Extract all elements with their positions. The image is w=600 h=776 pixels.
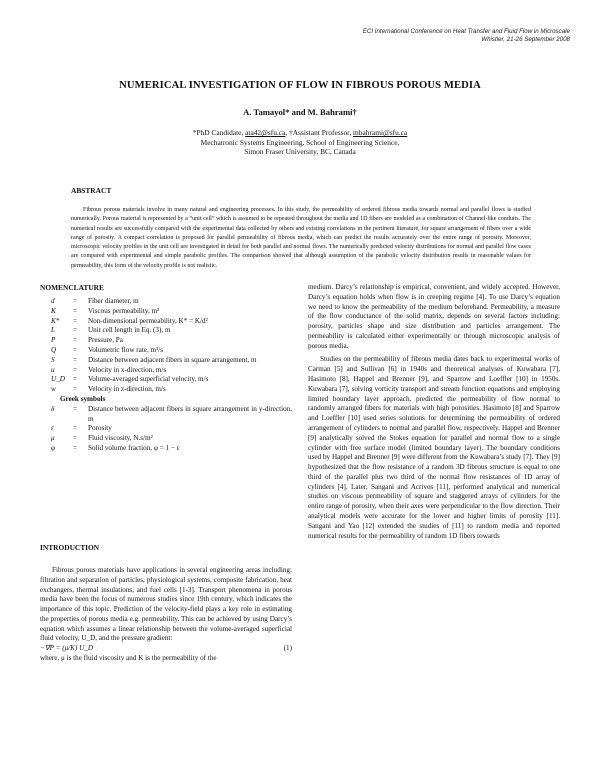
authors: A. Tamayol* and M. Bahrami† [243, 107, 357, 117]
equals-sign: = [73, 434, 78, 443]
greek-symbols-list [40, 405, 292, 454]
definition: Velocity in z-direction, m/s [88, 385, 166, 394]
symbol: U_D [51, 375, 65, 384]
right-paragraph-1: medium. Darcy’s relationship is empirical, convenient, and widely accepted. However, Darcy’s equation holds when flow is in creeping regime [4]. To use Darcy’s equation we need to know the permeability of the medium beforehand. Permeability, a measure of the flow conductance of the solid matrix, depends on several factors including: porosity, particles shape and size distribution and particles arrangement. The permeability is calculated either experimentally or through microscopic analysis of porous media. [308, 283, 560, 350]
definition: Unit cell length in Eq. (3), m [88, 326, 171, 335]
definition: Solid volume fraction, φ = 1 − ε [88, 443, 180, 452]
symbol: w [51, 385, 56, 394]
email-link-2[interactable]: mbahrami@sfu.ca [353, 128, 408, 137]
abstract-text: Fibrous porous materials involve in many natural and engineering processes. In this study, the permeability of ordered fibrous media towards normal and parallel flows is studied numerically. Porous material is represented by a “unit cell” which is assumed to be repeated throughout the media and 1D fibers are modeled as a combination of Channel-like conduits. The numerical results are successfully compared with the experimental data collected by others and existing correlations in the pertinent literature, for square arrangement of fibers over a wide range of porosity. A compact correlation is proposed for parallel permeability of fibrous media, which can predict the results accurately over the entire range of porosity. Moreover, microscopic velocity profiles in the unit cell are investigated in detail for both parallel and normal flows. The numerically predicted velocity distributions for normal and parallel flow cases are compared with experimental and simple parabolic profiles. The comparison showed that although assumption of the parabolic velocity distribution results in reasonable values for permeability, this form of the velocity profile is not realistic. [71, 207, 531, 269]
definition: Viscous permeability, m² [88, 306, 160, 315]
equals-sign: = [73, 375, 78, 384]
running-header [363, 28, 570, 44]
symbol: δ [51, 404, 55, 413]
equals-sign: = [73, 443, 78, 452]
definition: Porosity [88, 424, 112, 433]
nomenclature-row [40, 326, 292, 336]
conference-location-date: Whistler, 21-26 September 2008 [481, 36, 570, 43]
conference-name: ECI International Conference on Heat Transfer and Fluid Flow in Microscale [362, 28, 570, 35]
equals-sign: = [73, 316, 78, 325]
symbol: μ [51, 434, 55, 443]
symbol: ε [51, 424, 54, 433]
symbol: φ [51, 443, 55, 452]
equals-sign: = [73, 306, 78, 315]
nomenclature-row [40, 317, 292, 327]
definition: Distance between adjacent fibers in square arrangement in y-direction, m [88, 404, 292, 423]
intro-paragraph-2: where, μ is the fluid viscosity and K is the permeability of the [40, 653, 217, 662]
equals-sign: = [73, 336, 78, 345]
equals-sign: = [73, 326, 78, 335]
nomenclature-row [40, 307, 292, 317]
nomenclature-row [40, 424, 292, 434]
equation-body: −∇P = (μ/K) U_D [40, 644, 93, 652]
nomenclature-row [40, 444, 292, 454]
equals-sign: = [73, 355, 78, 364]
definition: Volume-averaged superficial velocity, m/s [88, 375, 209, 384]
equals-sign: = [73, 424, 78, 433]
equation-number: (1) [283, 644, 292, 652]
nomenclature-row [40, 434, 292, 444]
nomenclature-row [40, 405, 292, 425]
definition: Distance between adjacent fibers in square arrangement, m [88, 355, 257, 364]
nomenclature-row [40, 385, 292, 395]
nomenclature-row [40, 336, 292, 346]
symbol: u [51, 365, 55, 374]
symbol: d [51, 297, 55, 305]
symbol: Q [51, 345, 57, 354]
paper-title: NUMERICAL INVESTIGATION OF FLOW IN FIBROUS POROUS MEDIA [119, 80, 481, 91]
definition: Velocity in x-direction, m/s [88, 365, 167, 374]
affiliation-line-2: Mechatronic Systems Engineering, School of Engineering Science, [200, 137, 400, 147]
equals-sign: = [73, 297, 78, 305]
symbol: K* [51, 316, 60, 325]
nomenclature-section [40, 283, 292, 454]
nomenclature-row [40, 366, 292, 376]
symbol: L [51, 326, 55, 335]
nomenclature-row [40, 297, 292, 307]
introduction-left-column [40, 566, 292, 664]
equals-sign: = [73, 404, 78, 413]
equation-1 [40, 644, 292, 654]
symbol: K [51, 306, 56, 315]
definition: Fluid viscosity, N.s/m² [88, 434, 153, 443]
right-column [308, 283, 560, 541]
equals-sign: = [73, 365, 78, 374]
equals-sign: = [73, 345, 78, 354]
email-link-1[interactable]: ata42@sfu.ca [245, 128, 286, 137]
nomenclature-row [40, 346, 292, 356]
nomenclature-row [40, 375, 292, 385]
right-paragraph-2: Studies on the permeability of fibrous media dates back to experimental works of Carman [5] and Sullivan [6] in 1940s and theoretical analyses of Kuwabara [7], Hasimoto [8], Happel and Brenner [9], and Sparrow and Loeffler [10] in 1950s. Kuwabara [7], solving vorticity transport and stream function equations and employing limited boundary layer approach, predicted the permeability of flow normal to randomly arranged fibers for materials with high porosities. Hasimoto [8] and Sparrow and Loeffler [10] used series solutions for determining the permeability of ordered arrangement of cylinders to normal and parallel flow, respectively. Happel and Brenner [9] analytically solved the Stokes equation for parallel and normal flow to a single cylinder with free surface model (limited boundary layer). The boundary conditions used by Happel and Brenner [9] were different from the Kuwabara’s study [7]. They [9] hypothesized that the flow resistance of a random 3D fibrous structure is equal to one third of the parallel plus two third of the normal flow resistances of 1D array of cylinders [4]. Later, Sangani and Acrivos [11], performed analytical and numerical studies on viscous permeability of square and staggered arrays of cylinders for the entire range of porosity, when their axes were perpendicular to the flow direction. Their analytical models were accurate for the lower and higher limits of porosity [11]. Sangani and Yao [12] extended the studies of [11] to random media and reported numerical results for the permeability of random 1D fibers towards [308, 355, 560, 540]
greek-symbols-heading: Greek symbols [60, 394, 106, 403]
symbol: S [51, 355, 55, 364]
abstract-heading: ABSTRACT [71, 186, 112, 195]
affiliation [0, 128, 600, 157]
nomenclature-list [40, 297, 292, 395]
symbol: P [51, 336, 56, 345]
definition: Fiber diameter, m [88, 297, 139, 305]
nomenclature-row [40, 356, 292, 366]
definition: Volumetric flow rate, m³/s [88, 345, 163, 354]
nomenclature-heading: NOMENCLATURE [40, 283, 104, 292]
intro-paragraph-1: Fibrous porous materials have applications in several engineering areas including: filtration and separation of particles, physiological systems, composite fabrication, heat exchangers, thermal insulations, and fuel cells [1-3]. Transport phenomena in porous media have been the focus of numerous studies since 19th century, which indicates the importance of this topic. Prediction of the velocity-field plays a key role in estimating the properties of porous media e.g. permeability. This can be achieved by using Darcy’s equation which assumes a linear relationship between the volume-averaged superficial fluid velocity, U_D, and the pressure gradient: [40, 566, 292, 643]
affiliation-line-3: Simon Fraser University, BC, Canada [244, 147, 356, 157]
definition: Pressure, Pa [88, 336, 123, 345]
equals-sign: = [73, 385, 78, 394]
affiliation-line-1: *PhD Candidate, ata42@sfu.ca, †Assistant Professor, mbahrami@sfu.ca [192, 128, 408, 137]
introduction-heading: INTRODUCTION [40, 543, 100, 552]
definition: Non-dimensional permeability, K* = K/d² [88, 316, 208, 325]
